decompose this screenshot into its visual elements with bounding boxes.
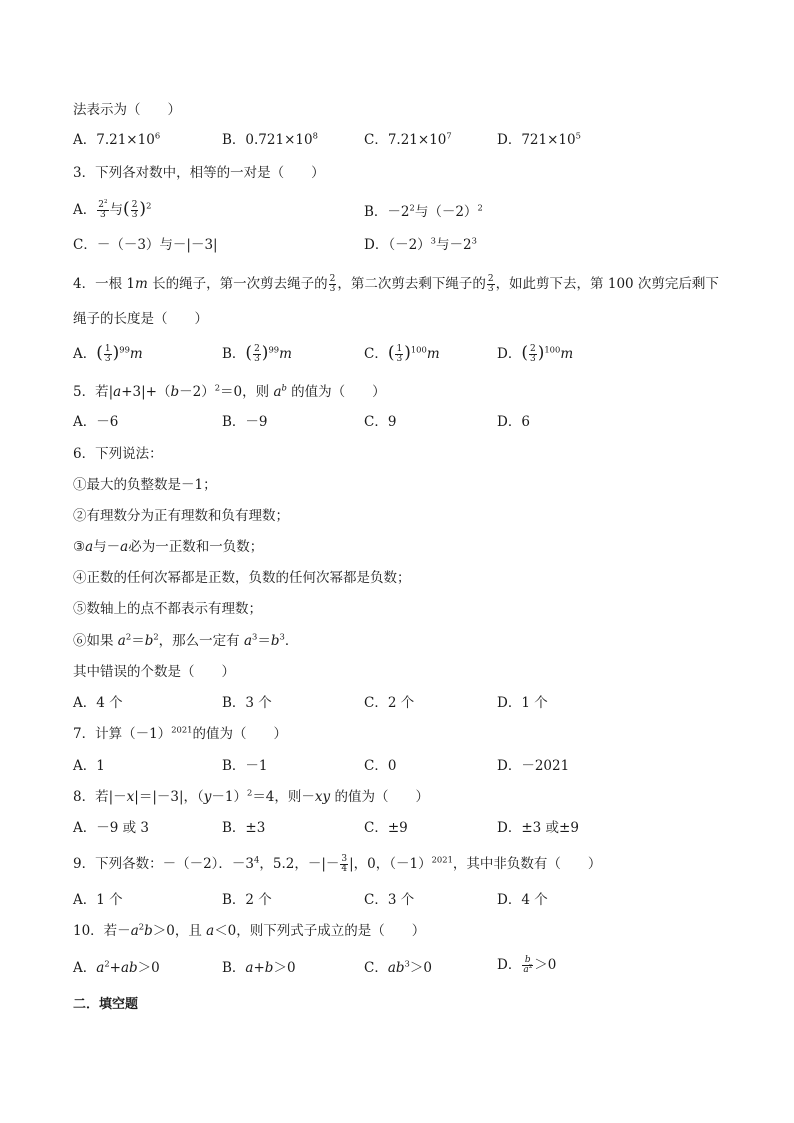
q10-stem: 10．若$-a^2b>0$，且 a＜0，则下列式子成立的是（ ） bbox=[73, 921, 426, 939]
q6-statement-6: ⑥如果 $a^2=b^2$，那么一定有 $a^3=b^3$． bbox=[73, 631, 299, 649]
q10-option-b: B．a+b＞0 bbox=[222, 960, 296, 976]
q4-option-a: A．( $\frac{1}{3}$ )$^{99}$m bbox=[73, 343, 143, 364]
q7-option-b: B．－1 bbox=[222, 758, 268, 774]
q7-option-d: D．－2021 bbox=[497, 758, 570, 774]
q6-statement-2: ②有理数分为正有理数和负有理数； bbox=[73, 508, 289, 524]
q2-option-c: C．$7.21\times 10^7$ bbox=[364, 130, 452, 148]
q5-stem: 5．若$|a+3|+(b-2)^2=0$，则 $a^b$ 的值为（ ） bbox=[73, 382, 386, 400]
fraction: $\frac{3}{4}$ bbox=[341, 854, 348, 874]
q9-option-c: C．3 个 bbox=[364, 892, 415, 908]
q5-option-b: B．－9 bbox=[222, 414, 268, 430]
q7-option-c: C．0 bbox=[364, 758, 397, 774]
q8-stem: 8．若|－x|＝|－3|，$(y-1)^2=4$，则－xy 的值为（ ） bbox=[73, 787, 429, 805]
fraction: $\frac{b}{a^2}$ bbox=[523, 955, 533, 975]
fraction: $\frac{2}{3}$ bbox=[131, 200, 138, 220]
q7-option-a: A．1 bbox=[73, 758, 105, 774]
q3-option-a: A． $\frac{2^2}{3}$ 与( $\frac{2}{3}$ )$^2$ bbox=[73, 199, 152, 220]
q6-option-b: B．3 个 bbox=[222, 695, 272, 711]
q6-statement-3: ③a与－a必为一正数和一负数； bbox=[73, 539, 264, 555]
q8-option-a: A．－9 或 3 bbox=[73, 820, 150, 836]
q9-option-d: D．4 个 bbox=[497, 892, 548, 908]
q4-option-d: D．( $\frac{2}{3}$ )$^{100}$m bbox=[497, 343, 574, 364]
q3-option-b: B．$-2^2$与$(-2)^2$ bbox=[364, 202, 483, 220]
q7-stem: 7．计算$(-1)^{2021}$的值为（ ） bbox=[73, 724, 287, 742]
q9-stem: 9．下列各数：－（－2）．$-3^4$，5.2，－|－ $\frac{3}{4}$ |，0，$(-1)^{2021}$，其中非负数有（ ） bbox=[73, 854, 602, 874]
q10-option-a: A．$a^2+ab>0$ bbox=[73, 958, 160, 976]
q6-statement-4: ④正数的任何次幂都是正数，负数的任何次幂都是负数； bbox=[73, 570, 411, 586]
q10-option-d: D． $\frac{b}{a^2}$ ＞0 bbox=[497, 955, 557, 975]
q9-option-a: A．1 个 bbox=[73, 892, 123, 908]
q6-statement-5: ⑤数轴上的点不都表示有理数； bbox=[73, 601, 262, 617]
q6-question: 其中错误的个数是（ ） bbox=[73, 664, 235, 680]
q10-option-c: C．$ab^3>0$ bbox=[364, 958, 432, 976]
q8-option-c: C．±9 bbox=[364, 820, 408, 836]
q2-option-d: D．$721\times 10^5$ bbox=[497, 130, 581, 148]
q6-option-d: D．1 个 bbox=[497, 695, 548, 711]
q6-statement-1: ①最大的负整数是－1； bbox=[73, 477, 217, 493]
q5-option-a: A．－6 bbox=[73, 414, 119, 430]
q4-stem: 4．一根 1m 长的绳子，第一次剪去绳子的 $\frac{2}{3}$ ，第二次剪去剩下绳子的 $\frac{2}{3}$ ，如此剪下去，第 100 次剪完后剩下 bbox=[73, 274, 719, 294]
q2-option-b: B．$0.721\times 10^8$ bbox=[222, 130, 318, 148]
q4-option-c: C．( $\frac{1}{3}$ )$^{100}$m bbox=[364, 343, 440, 364]
q6-stem: 6．下列说法： bbox=[73, 446, 163, 462]
q9-option-b: B．2 个 bbox=[222, 892, 272, 908]
q4-stem-line2: 绳子的长度是（ ） bbox=[73, 311, 208, 327]
q2-stem-tail: 法表示为（ ） bbox=[73, 102, 181, 118]
q3-option-d: D．$(-2)^3$与$-2^3$ bbox=[364, 235, 477, 253]
q2-option-a: A．$7.21\times 10^6$ bbox=[73, 130, 161, 148]
q6-option-a: A．4 个 bbox=[73, 695, 123, 711]
q3-stem: 3．下列各对数中，相等的一对是（ ） bbox=[73, 165, 325, 181]
q8-option-b: B．±3 bbox=[222, 820, 266, 836]
q3-option-c: C．－（－3）与－|－3| bbox=[73, 237, 218, 253]
section-title: 二．填空题 bbox=[73, 997, 139, 1012]
q5-option-d: D．6 bbox=[497, 414, 530, 430]
fraction: $\frac{2}{3}$ bbox=[487, 274, 494, 294]
fraction: $\frac{2}{3}$ bbox=[329, 274, 336, 294]
q6-option-c: C．2 个 bbox=[364, 695, 415, 711]
fraction: $\frac{2^2}{3}$ bbox=[98, 199, 108, 220]
q4-option-b: B．( $\frac{2}{3}$ )$^{99}$m bbox=[222, 343, 292, 364]
q8-option-d: D．±3 或±9 bbox=[497, 820, 579, 836]
q5-option-c: C．9 bbox=[364, 414, 397, 430]
